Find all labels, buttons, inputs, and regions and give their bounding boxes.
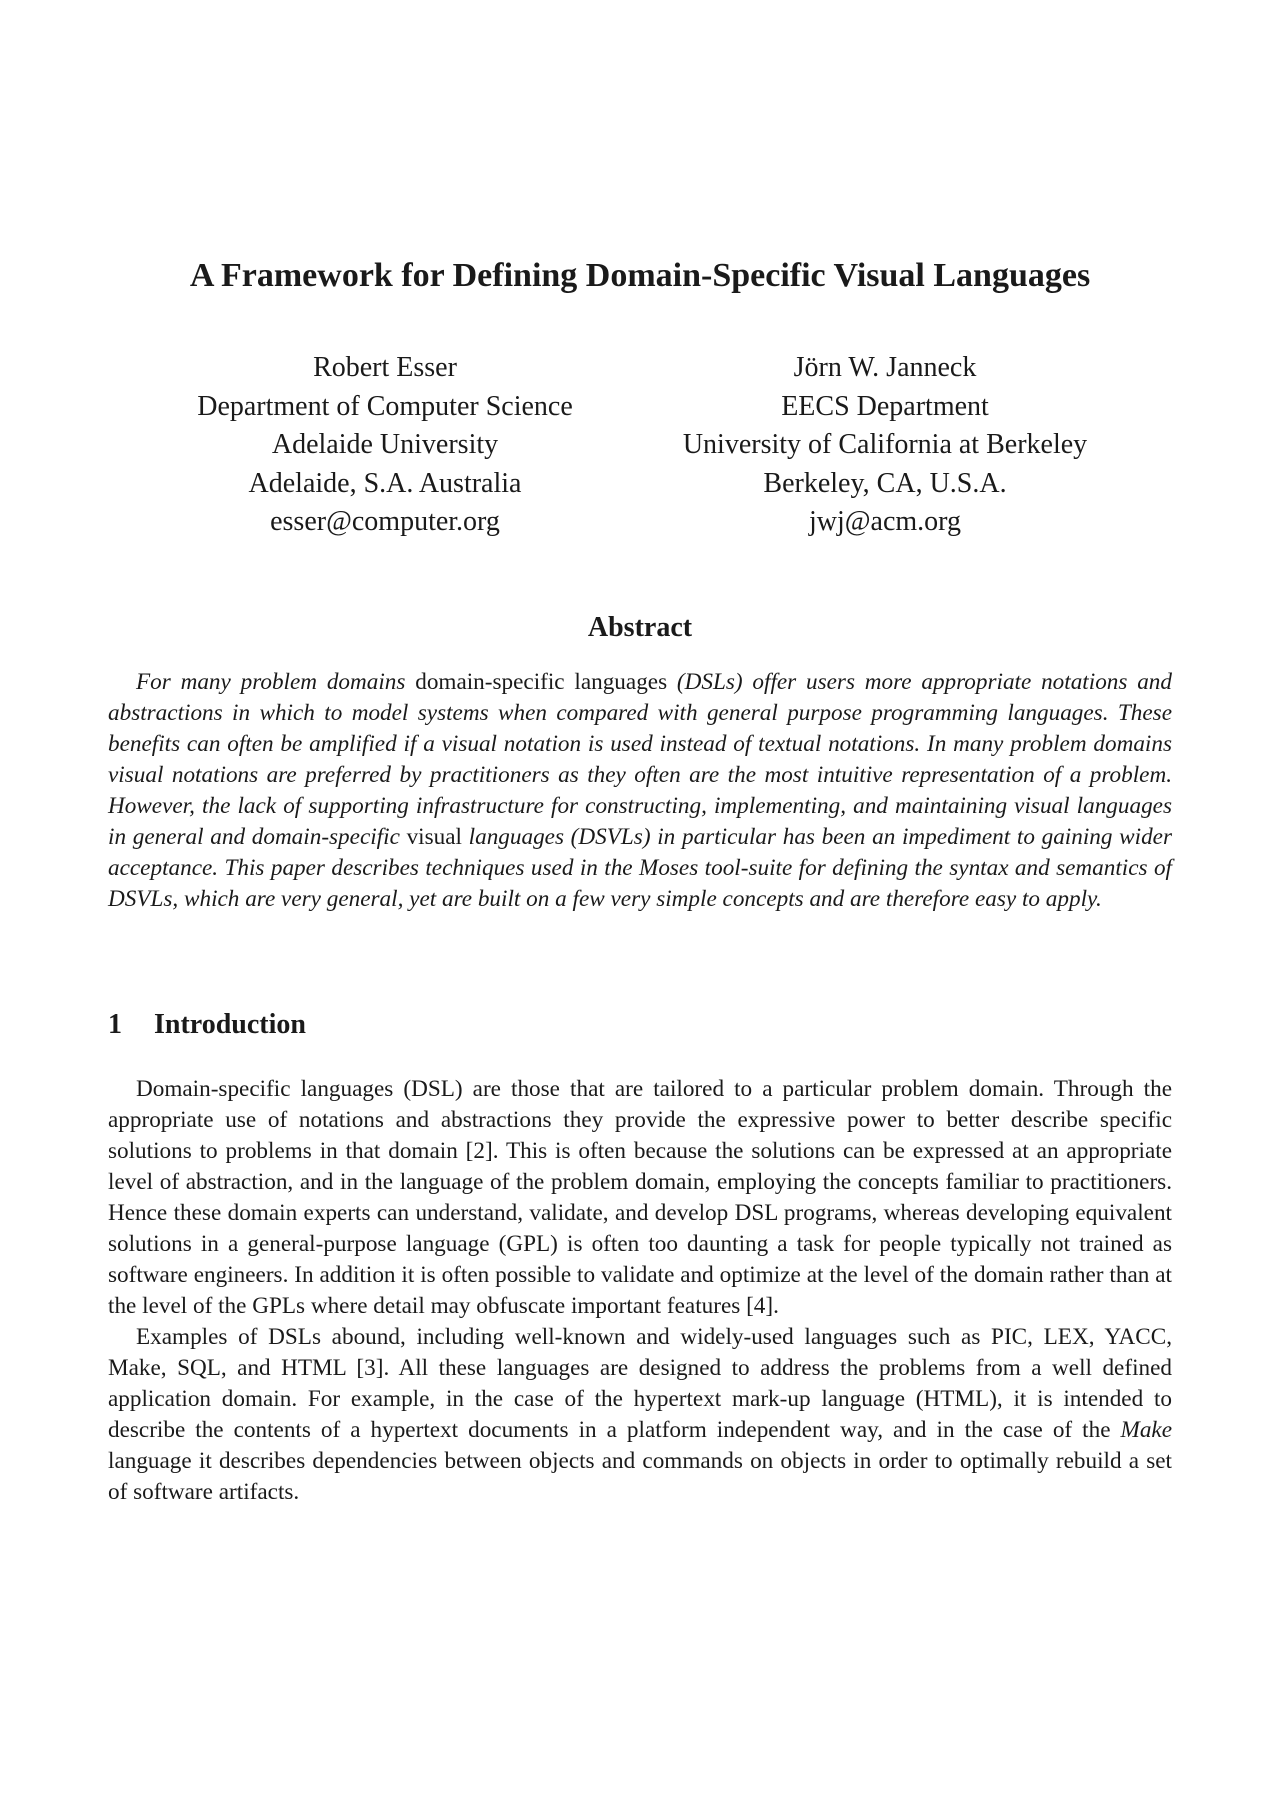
author-institution: University of California at Berkeley [682,429,1088,460]
author-location: Berkeley, CA, U.S.A. [763,467,1007,499]
introduction-body [108,1074,1172,1508]
section-heading-introduction [108,1007,306,1043]
abstract-part: languages (DSVLs) in particular has been an impediment to gaining wider acceptance. This paper describes techniques used in the Moses tool-suite for defining the syntax and semantics of DSVLs, which are very general, yet are built on a few very simple concepts and are therefore easy to apply. [108,824,1172,912]
intro-text: language it describes dependencies between objects and commands on objects in order to optimally rebuild a set of software artifacts. [108,1448,1172,1505]
author-institution: Adelaide University [271,429,499,460]
abstract-heading: Abstract [587,612,693,643]
author-name: Robert Esser [313,352,457,383]
abstract-part: For many problem domains [136,669,416,695]
intro-paragraph-2 [108,1322,1172,1508]
intro-paragraph-1: Domain-specific languages (DSL) are those that are tailored to a particular problem domain. Through the appropriate use of notations and abstractions they provide the expressive power to better describe specific solutions to problems in that domain [2]. This is often because the solutions can be expressed at an appropriate level of abstraction, and in the language of the problem domain, employing the concepts familiar to practitioners. Hence these domain experts can understand, validate, and develop DSL programs, whereas developing equivalent solutions in a general-purpose language (GPL) is often too daunting a task for people typically not trained as software engineers. In addition it is often possible to validate and optimize at the level of the domain rather than at the level of the GPLs where detail may obfuscate important features [4]. [108,1076,1172,1319]
author-block-janneck [650,349,1120,542]
author-department: EECS Department [781,390,989,422]
abstract-part: visual [406,824,462,850]
author-block-esser [155,349,615,542]
author-email: jwj@acm.org [808,506,962,537]
abstract-text [108,667,1172,915]
section-number: 1 [108,1009,122,1040]
abstract-part: (DSLs) offer users more appropriate notations and abstractions in which to model systems when compared with general purpose programming languages. These benefits can often be amplified if a visual notation is used instead of textual notations. In many problem domains visual notations are preferred by practitioners as they often are the most intuitive representation of a problem. However, the lack of supporting infrastructure for constructing, implementing, and maintaining visual languages in general and domain-specific [108,669,1172,850]
section-title: Introduction [154,1009,306,1040]
author-email: esser@computer.org [270,506,500,537]
abstract-part: domain-specific languages [415,669,668,695]
author-department: Department of Computer Science [197,390,573,422]
intro-emphasis: Make [1120,1417,1172,1443]
paper-title: A Framework for Defining Domain-Specific Visual Languages [189,257,1091,294]
author-name: Jörn W. Janneck [793,352,977,383]
intro-text: Examples of DSLs abound, including well-known and widely-used languages such as PIC, LEX, YACC, Make, SQL, and HTML [3]. All these languages are designed to address the problems from a well defined application domain. For example, in the case of the hypertext mark-up language (HTML), it is intended to describe the contents of a hypertext documents in a platform independent way, and in the case of the [108,1324,1172,1443]
author-location: Adelaide, S.A. Australia [248,467,522,499]
